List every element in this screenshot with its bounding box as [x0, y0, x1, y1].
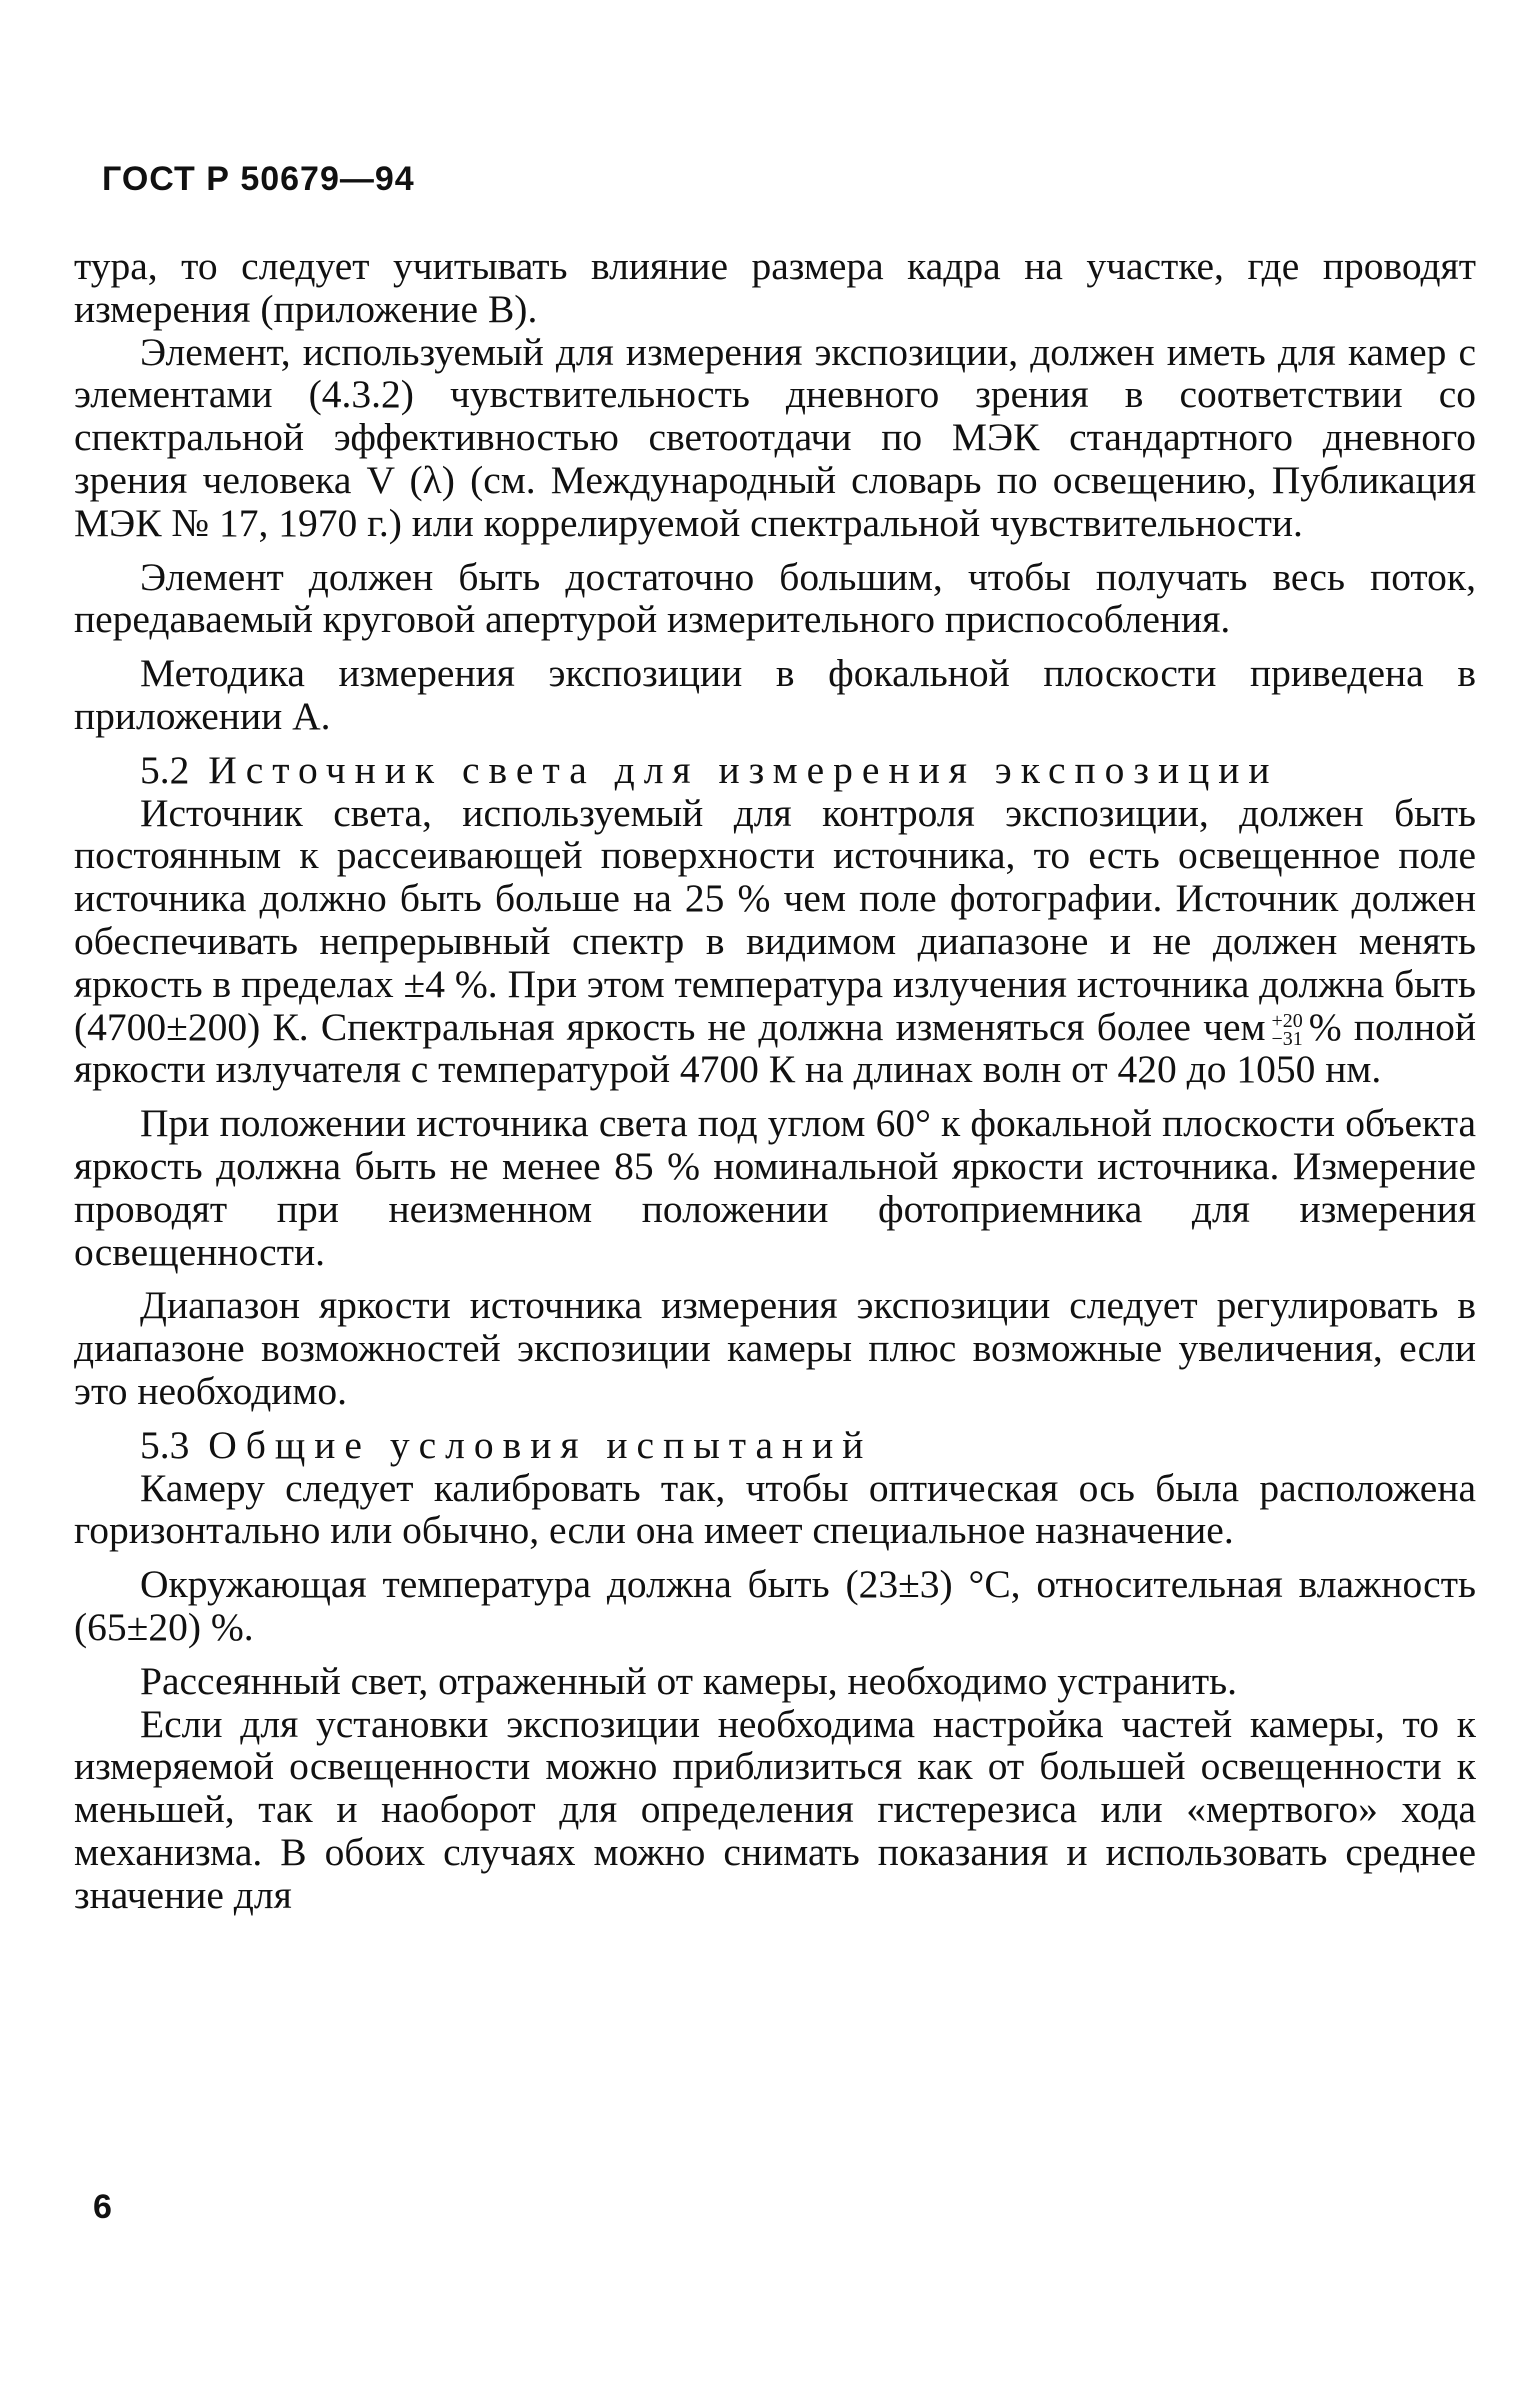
paragraph-ambient-conditions: Окружающая температура должна быть (23±3) °С, относительная влажность (65±20) %.: [74, 1562, 1476, 1650]
paragraph-stray-light: Рассеянный свет, отраженный от камеры, необходимо устранить.: [140, 1658, 1238, 1703]
tolerance-plus: +20: [1271, 1010, 1303, 1033]
document-code-header: ГОСТ Р 50679—94: [102, 160, 415, 198]
paragraph-exposure-setting: Если для установки экспозиции необходима настройка частей камеры, то к измеряемой освещенности можно приблизиться как от большей освещенности к меньшей, так и наоборот для определения гистерезиса или «мертвого» хода механизма. В обоих случаях можно снимать показания и использовать среднее значение для: [74, 1701, 1476, 1917]
section-title-5-3: Общие условия испытаний: [208, 1422, 873, 1467]
paragraph-method-reference: Методика измерения экспозиции в фокальной плоскости приведена в приложении А.: [74, 651, 1476, 738]
section-number-5-2: 5.2: [140, 747, 190, 792]
section-heading-5-2: [74, 749, 1476, 792]
light-source-text-end: % полной яркости излучателя с температурой 4700 К на длинах волн от 420 до 1050 нм.: [74, 1004, 1476, 1092]
paragraph-camera-calibration: Камеру следует калибровать так, чтобы оптическая ось была расположена горизонтально или обычно, если она имеет специальное назначение.: [74, 1465, 1476, 1553]
paragraph-brightness-range: Диапазон яркости источника измерения экспозиции следует регулировать в диапазоне возможностей экспозиции камеры плюс возможные увеличения, если это необходимо.: [74, 1283, 1476, 1414]
paragraph-measuring-element: Элемент, используемый для измерения экспозиции, должен иметь для камер с элементами (4.3.2) чувствительность дневного зрения в соответствии со спектральной эффективностью светоотдачи по МЭК стандартного дневного зрения человека V (λ) (см. Международный словарь по освещению, Публикация МЭК № 17, 1970 г.) или коррелируемой спектральной чувствительности.: [74, 329, 1476, 545]
paragraph-continuation: тура, то следует учитывать влияние размера кадра на участке, где проводят измерения (приложение В).: [74, 244, 1476, 331]
paragraph-light-source: [74, 792, 1476, 1092]
section-number-5-3: 5.3: [140, 1422, 190, 1467]
light-source-text-start: Источник света, используемый для контроля экспозиции, должен быть постоянным к рассеивающей поверхности источника, то есть освещенное поле источника должно быть больше на 25 % чем поле фотографии. Источник должен обеспечивать непрерывный спектр в видимом диапазоне и не должен менять яркость в пределах ±4 %. При этом температура излучения источника должна быть (4700±200) К. Спектральная яркость не должна изменяться более чем: [74, 790, 1476, 1049]
section-title-5-2: Источник света для измерения экспозиции: [208, 747, 1279, 792]
tolerance-minus: −31: [1271, 1028, 1303, 1051]
page-number: 6: [93, 2188, 112, 2226]
paragraph-source-angle: При положении источника света под углом 60° к фокальной плоскости объекта яркость должна быть не менее 85 % номинальной яркости источника. Измерение проводят при неизменном положении фотоприемника для измерения освещенности.: [74, 1101, 1476, 1274]
tolerance-fraction: [1271, 1010, 1303, 1051]
section-heading-5-3: [74, 1424, 1476, 1467]
document-body: [74, 245, 1476, 1917]
paragraph-element-size: Элемент должен быть достаточно большим, чтобы получать весь поток, передаваемый круговой апертурой измерительного приспособления.: [74, 554, 1476, 642]
